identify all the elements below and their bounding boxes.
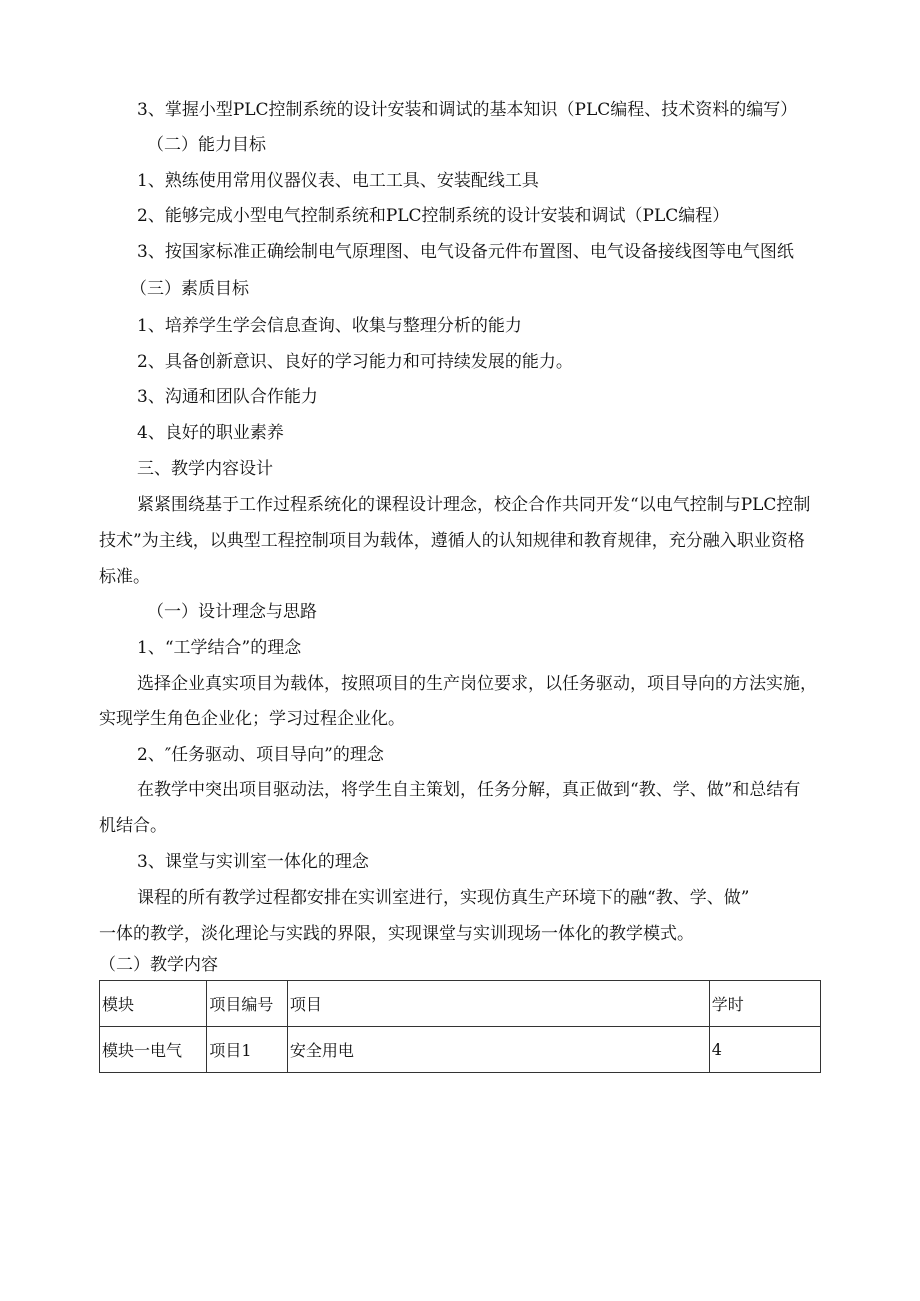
table-cell: 模块一电气	[100, 1027, 207, 1073]
table-cell: 项目1	[207, 1027, 288, 1073]
paragraph-line: 技术”为主线，以典型工程控制项目为载体，遵循人的认知规律和教育规律，充分融入职业资格	[99, 531, 805, 551]
header-cell: 模块	[100, 981, 207, 1027]
header-cell: 项目编号	[207, 981, 288, 1027]
text-line: 2、″任务驱动、项目导向”的理念	[137, 745, 384, 765]
paragraph-line: 机结合。	[99, 816, 167, 836]
text-line: 3、沟通和团队合作能力	[137, 387, 318, 407]
paragraph-line: 标准。	[99, 567, 150, 587]
text-line: 1、培养学生学会信息查询、收集与整理分析的能力	[137, 316, 522, 336]
text-line: 1、熟练使用常用仪器仪表、电工工具、安装配线工具	[137, 171, 539, 191]
text-line: 2、具备创新意识、良好的学习能力和可持续发展的能力。	[137, 352, 573, 372]
text-line: 4、良好的职业素养	[137, 423, 284, 443]
paragraph-line: 一体的教学，淡化理论与实践的界限，实现课堂与实训现场一体化的教学模式。	[99, 924, 694, 944]
table-cell: 安全用电	[287, 1027, 709, 1073]
table-header-row	[100, 981, 821, 1027]
text-line: 3、掌握小型PLC控制系统的设计安装和调试的基本知识（PLC编程、技术资料的编写）	[137, 100, 798, 120]
paragraph-line: 实现学生角色企业化；学习过程企业化。	[99, 709, 405, 729]
section-heading: （三）素质目标	[130, 279, 249, 299]
section-heading: （二）能力目标	[147, 135, 266, 155]
text-line: 1、“工学结合”的理念	[137, 638, 302, 658]
text-line: 3、课堂与实训室一体化的理念	[137, 852, 369, 872]
table-row	[100, 1027, 821, 1073]
section-heading: （一）设计理念与思路	[147, 602, 317, 622]
text-line: 2、能够完成小型电气控制系统和PLC控制系统的设计安装和调试（PLC编程）	[137, 206, 730, 226]
content-table	[99, 980, 821, 1073]
paragraph-line: 在教学中突出项目驱动法，将学生自主策划，任务分解，真正做到“教、学、做”和总结有	[137, 780, 801, 800]
header-cell: 项目	[287, 981, 709, 1027]
section-heading: 三、教学内容设计	[137, 459, 273, 479]
table-cell: 4	[709, 1027, 820, 1073]
header-cell: 学时	[709, 981, 820, 1027]
paragraph-line: 紧紧围绕基于工作过程系统化的课程设计理念，校企合作共同开发“以电气控制与PLC控制	[137, 495, 811, 515]
section-heading: （二）教学内容	[99, 955, 218, 975]
text-line: 3、按国家标准正确绘制电气原理图、电气设备元件布置图、电气设备接线图等电气图纸	[137, 242, 794, 262]
paragraph-line: 选择企业真实项目为载体，按照项目的生产岗位要求，以任务驱动，项目导向的方法实施，	[137, 674, 817, 694]
paragraph-line: 课程的所有教学过程都安排在实训室进行，实现仿真生产环境下的融“教、学、做”	[137, 888, 750, 908]
